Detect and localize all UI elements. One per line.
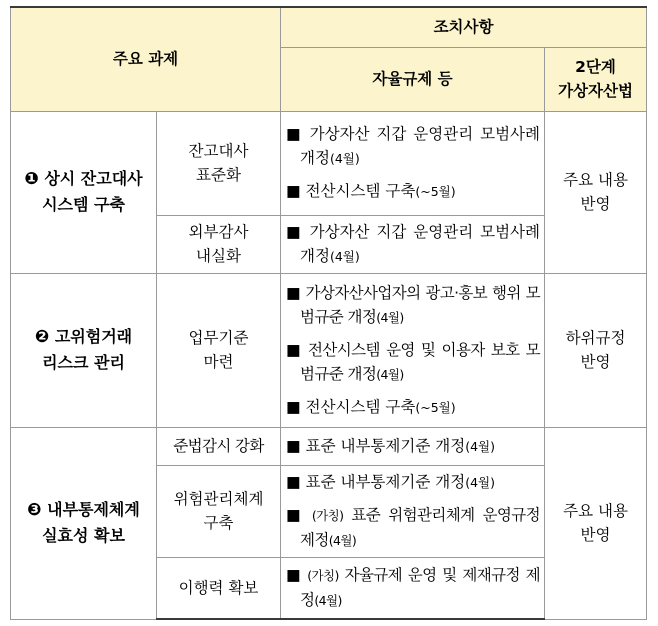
- subtask-2-1-line2: 마련: [203, 353, 234, 371]
- actions-3-3: [281, 557, 545, 619]
- subtask-1-2: [157, 215, 281, 273]
- subtask-3-3-line1: 이행력 확보: [178, 578, 259, 597]
- action-item: ■ 가상자산 지갑 운영관리 모범사례 개정(4월): [286, 222, 541, 265]
- law-3-line1: 주요 내용: [563, 502, 628, 520]
- header-phase2-law: [545, 47, 647, 111]
- law-1: [545, 111, 647, 273]
- subtask-1-2-line2: 내실화: [196, 247, 241, 265]
- action-item: ■ 전산시스템 운영 및 이용자 보호 모범규준 개정(4월): [286, 340, 541, 383]
- subtask-3-1: [157, 427, 281, 465]
- subtask-1-2-line1: 외부감사: [188, 223, 249, 241]
- task-2: [11, 273, 157, 427]
- subtask-3-2-line1: 위험관리체계: [173, 490, 264, 508]
- header-self-regulation: 자율규제 등: [281, 47, 545, 111]
- subtask-3-2-line2: 구축: [203, 514, 234, 532]
- law-3-line2: 반영: [580, 526, 611, 544]
- action-item: ■ 전산시스템 구축(~5월): [286, 182, 456, 200]
- subtask-3-3: [157, 557, 281, 619]
- action-item: ■ 표준 내부통제기준 개정(4월): [286, 472, 495, 491]
- subtask-1-1-line2: 표준화: [196, 166, 241, 184]
- measures-table-wrapper: [10, 6, 647, 620]
- action-item: ■ 표준 내부통제기준 개정(4월): [286, 436, 495, 455]
- subtask-1-1: [157, 111, 281, 215]
- task-2-line2: 리스크 관리: [42, 353, 125, 372]
- subtask-1-1-line1: 잔고대사: [188, 142, 249, 160]
- header-law-line2: 가상자산법: [558, 82, 633, 100]
- actions-3-1: [281, 427, 545, 465]
- measures-table: [10, 6, 647, 620]
- law-1-line1: 주요 내용: [563, 171, 628, 189]
- subtask-3-2: [157, 465, 281, 557]
- subtask-2-1: [157, 273, 281, 427]
- subtask-2-1-line1: 업무기준: [188, 329, 249, 347]
- header-law-line1: 2단계: [575, 58, 616, 76]
- marker-2: ❷: [34, 327, 50, 347]
- actions-3-2: [281, 465, 545, 557]
- marker-1: ❶: [24, 169, 39, 189]
- law-2-line1: 하위규정: [565, 329, 626, 347]
- action-item: ■ 전산시스템 구축(~5월): [286, 397, 456, 416]
- task-3-line2: 실효성 확보: [42, 526, 125, 545]
- header-measures: 조치사항: [281, 7, 647, 47]
- actions-2-1: [281, 273, 545, 427]
- action-item: ■ (가칭) 표준 위험관리체계 운영규정 제정(4월): [286, 505, 541, 549]
- action-item: ■ (가칭) 자율규제 운영 및 제재규정 제정(4월): [286, 565, 541, 609]
- task-1-line2: 시스템 구축: [42, 195, 125, 214]
- task-3: [11, 427, 157, 619]
- law-1-line2: 반영: [580, 195, 611, 213]
- subtask-3-1-line1: 준법감시 강화: [173, 437, 264, 455]
- task-3-line1: 내부통제체계: [47, 500, 140, 519]
- actions-1-2: [281, 215, 545, 273]
- actions-1-1: [281, 111, 545, 215]
- marker-3: ❸: [27, 500, 42, 520]
- header-task: 주요 과제: [11, 7, 281, 111]
- law-2: [545, 273, 647, 427]
- task-1: [11, 111, 157, 273]
- law-2-line2: 반영: [580, 353, 611, 371]
- action-item: ■ 가상자산사업자의 광고·홍보 행위 모범규준 개정(4월): [286, 283, 541, 326]
- task-2-line1: 고위험거래: [54, 327, 133, 346]
- law-3: [545, 427, 647, 619]
- task-1-line1: 상시 잔고대사: [44, 169, 143, 188]
- action-item: ■ 가상자산 지갑 운영관리 모범사례 개정(4월): [286, 125, 541, 167]
